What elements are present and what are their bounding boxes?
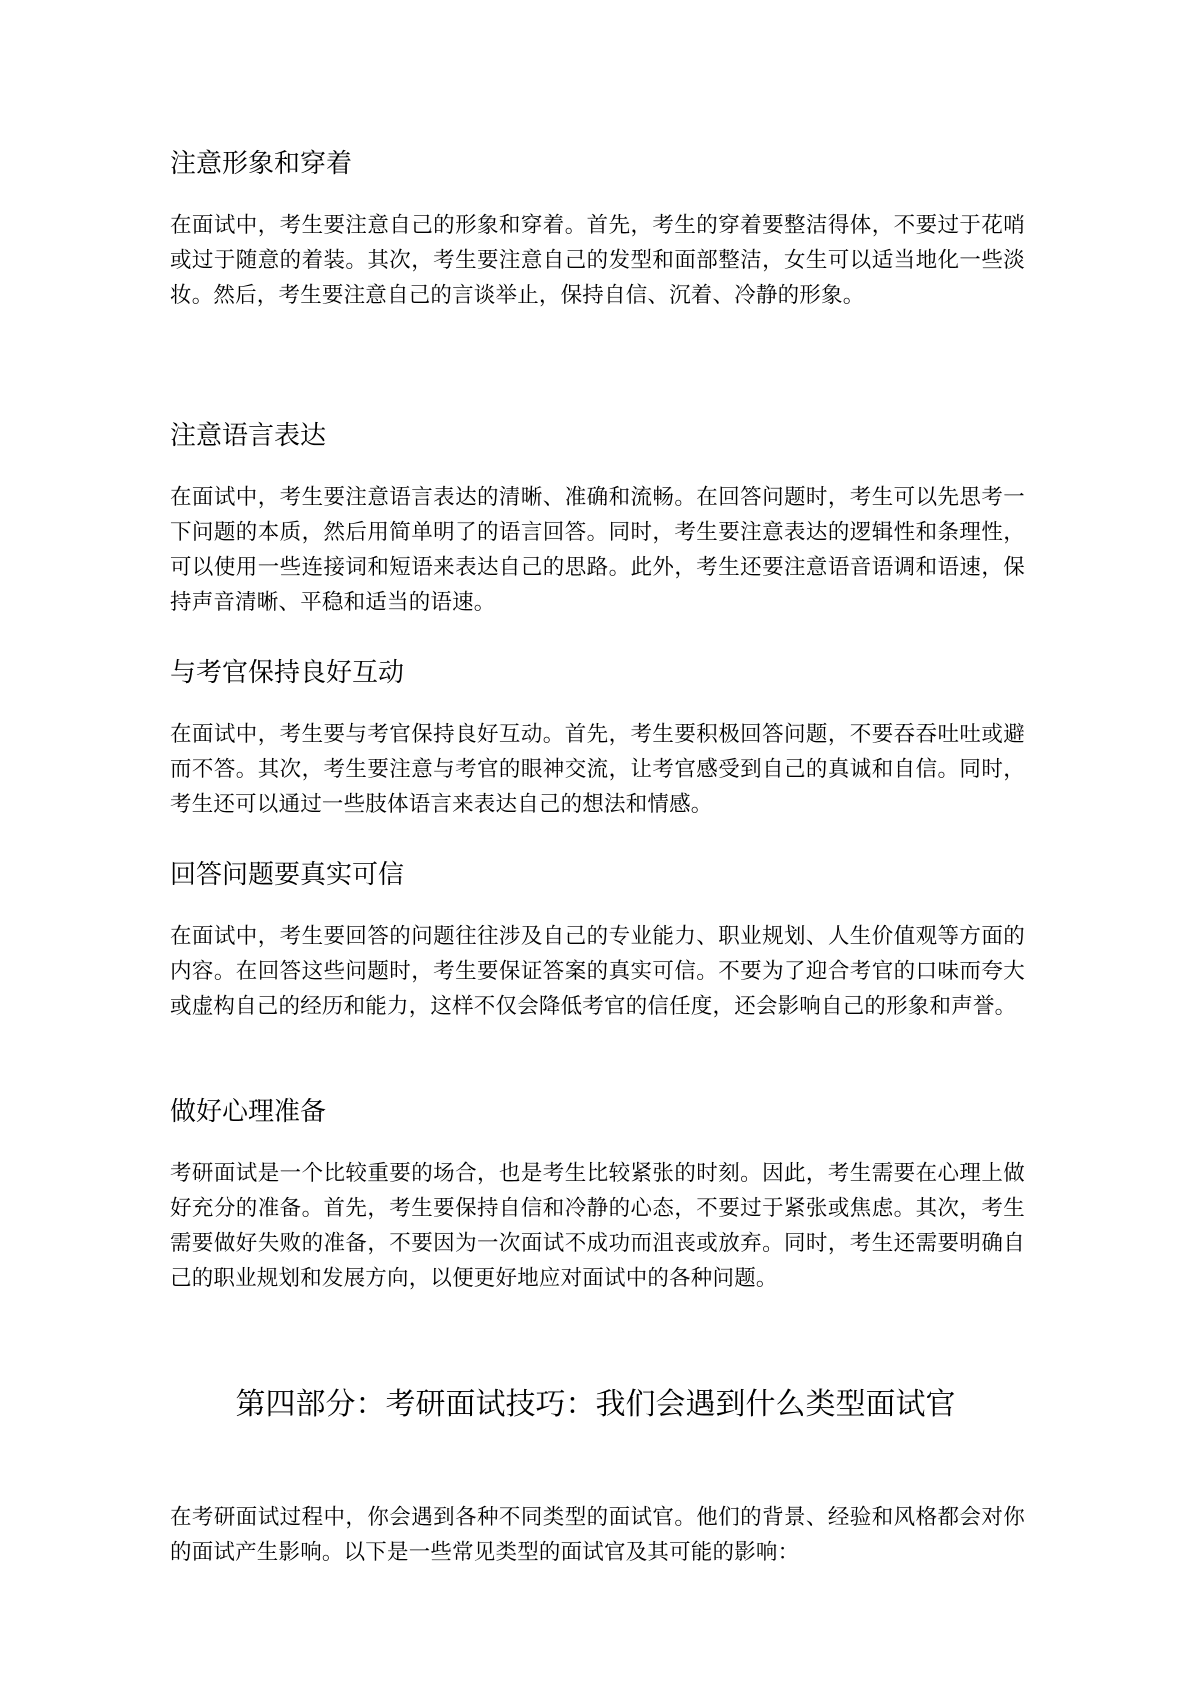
section-body-mindset: 考研面试是一个比较重要的场合，也是考生比较紧张的时刻。因此，考生需要在心理上做好充分的准备。首先，考生要保持自信和冷静的心态，不要过于紧张或焦虑。其次，考生需要做好失败的准备，不要因为一次面试不成功而沮丧或放弃。同时，考生还需要明确自己的职业规划和发展方向，以便更好地应对面试中的各种问题。 xyxy=(170,1161,1025,1291)
section-body-appearance: 在面试中，考生要注意自己的形象和穿着。首先，考生的穿着要整洁得体，不要过于花哨或过于随意的着装。其次，考生要注意自己的发型和面部整洁，女生可以适当地化一些淡妆。然后，考生要注意自己的言谈举止，保持自信、沉着、冷静的形象。 xyxy=(170,213,1025,308)
section-body-language: 在面试中，考生要注意语言表达的清晰、准确和流畅。在回答问题时，考生可以先思考一下问题的本质，然后用简单明了的语言回答。同时，考生要注意表达的逻辑性和条理性，可以使用一些连接词和短语来表达自己的思路。此外，考生还要注意语音语调和语速，保持声音清晰、平稳和适当的语速。 xyxy=(170,485,1025,615)
section-heading-mindset: 做好心理准备 xyxy=(170,1097,327,1127)
section-body-honesty: 在面试中，考生要回答的问题往往涉及自己的专业能力、职业规划、人生价值观等方面的内容。在回答这些问题时，考生要保证答案的真实可信。不要为了迎合考官的口味而夸大或虚构自己的经历和能力，这样不仅会降低考官的信任度，还会影响自己的形象和声誉。 xyxy=(170,924,1025,1019)
section-heading-appearance: 注意形象和穿着 xyxy=(170,149,353,179)
part-title: 第四部分：考研面试技巧：我们会遇到什么类型面试官 xyxy=(235,1387,956,1422)
section-heading-language: 注意语言表达 xyxy=(170,421,327,451)
part-intro-paragraph: 在考研面试过程中，你会遇到各种不同类型的面试官。他们的背景、经验和风格都会对你的面试产生影响。以下是一些常见类型的面试官及其可能的影响： xyxy=(170,1505,1025,1565)
section-heading-interaction: 与考官保持良好互动 xyxy=(170,658,405,688)
section-heading-honesty: 回答问题要真实可信 xyxy=(170,860,405,890)
section-body-interaction: 在面试中，考生要与考官保持良好互动。首先，考生要积极回答问题，不要吞吞吐吐或避而不答。其次，考生要注意与考官的眼神交流，让考官感受到自己的真诚和自信。同时，考生还可以通过一些肢体语言来表达自己的想法和情感。 xyxy=(170,722,1025,817)
